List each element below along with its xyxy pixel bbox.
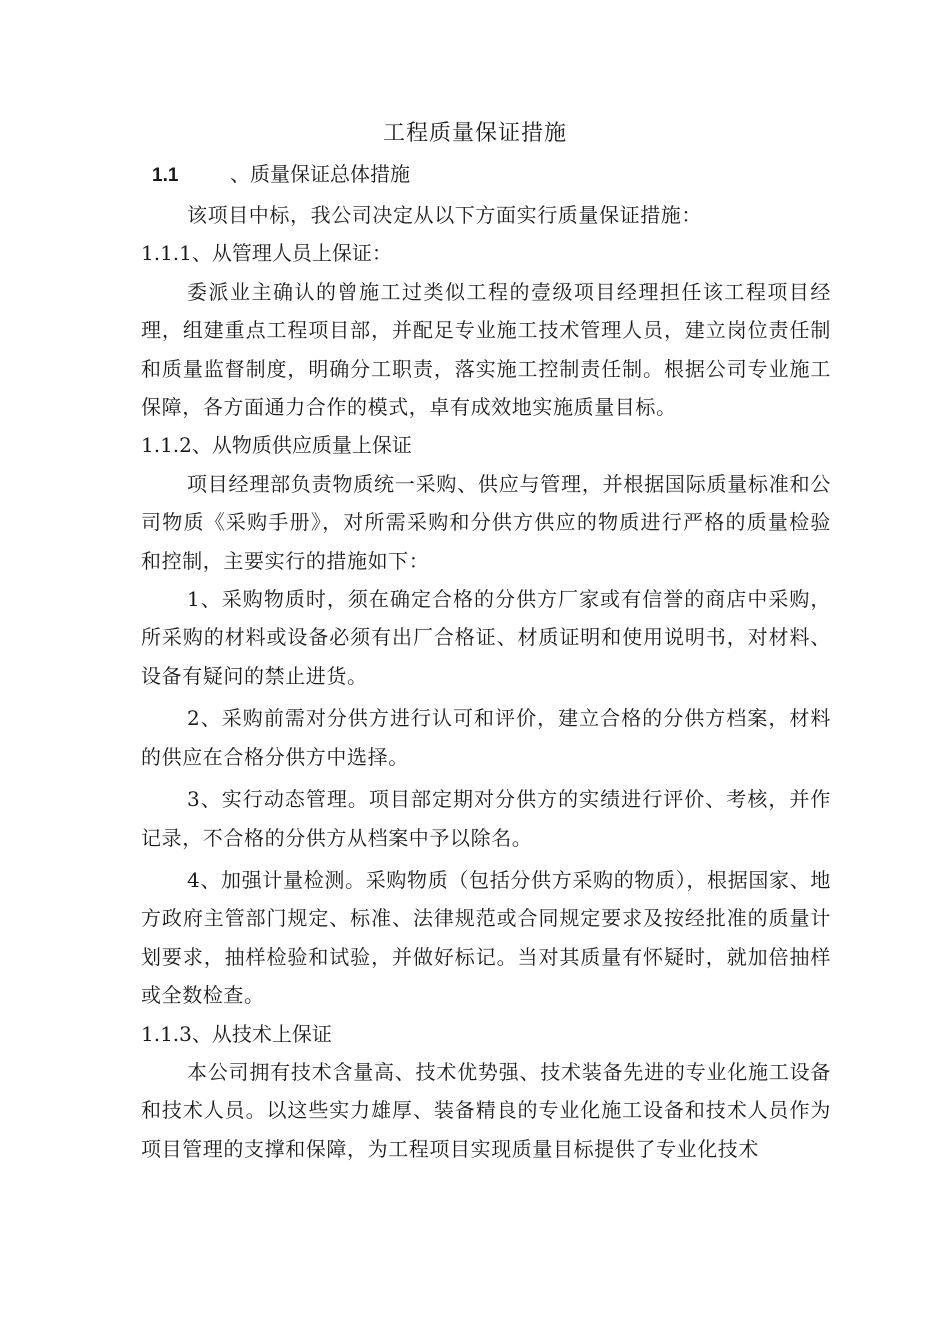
list-item: 3、实行动态管理。项目部定期对分供方的实绩进行评价、考核，并作记录，不合格的分供方从档案中予以除名。: [141, 787, 831, 850]
paragraph-management: 委派业主确认的曾施工过类似工程的壹级项目经理担任该工程项目经理，组建重点工程项目部，并配足专业施工技术管理人员，建立岗位责任制和质量监督制度，明确分工职责，落实施工控制责任制。根据公司专业施工保障，各方面通力合作的模式，卓有成效地实施质量目标。: [141, 279, 831, 420]
paragraph-technology: 本公司拥有技术含量高、技术优势强、技术装备先进的专业化施工设备和技术人员。以这些实力雄厚、装备精良的专业化施工设备和技术人员作为项目管理的支撑和保障，为工程项目实现质量目标提供了专业化技术: [141, 1059, 831, 1161]
subsection-heading-supply: 1.1.2、从物质供应质量上保证: [141, 433, 412, 458]
paragraph-supply: 项目经理部负责物质统一采购、供应与管理，并根据国际质量标准和公司物质《采购手册》，对所需采购和分供方供应的物质进行严格的质量检验和控制，主要实行的措施如下：: [141, 471, 831, 573]
document-body: [141, 196, 831, 1168]
list-item: 4、加强计量检测。采购物质（包括分供方采购的物质），根据国家、地方政府主管部门规定、标准、法律规范或合同规定要求及按经批准的质量计划要求，抽样检验和试验，并做好标记。当对其质量有怀疑时，就加倍抽样或全数检查。: [141, 867, 831, 1008]
section-number: 1.1: [152, 165, 179, 186]
subsection-heading-technology: 1.1.3、从技术上保证: [141, 1021, 332, 1046]
subsection-heading-management: 1.1.1、从管理人员上保证：: [141, 241, 392, 266]
section-label: 、质量保证总体措施: [230, 162, 410, 186]
intro-paragraph: 该项目中标，我公司决定从以下方面实行质量保证措施：: [187, 203, 702, 227]
list-item: 1、采购物质时，须在确定合格的分供方厂家或有信誉的商店中采购，所采购的材料或设备必须有出厂合格证、材质证明和使用说明书，对材料、设备有疑问的禁止进货。: [141, 587, 831, 688]
document-title: 工程质量保证措施: [382, 121, 567, 146]
list-item: 2、采购前需对分供方进行认可和评价，建立合格的分供方档案，材料的供应在合格分供方中选择。: [141, 706, 831, 769]
section-heading: [152, 158, 410, 192]
